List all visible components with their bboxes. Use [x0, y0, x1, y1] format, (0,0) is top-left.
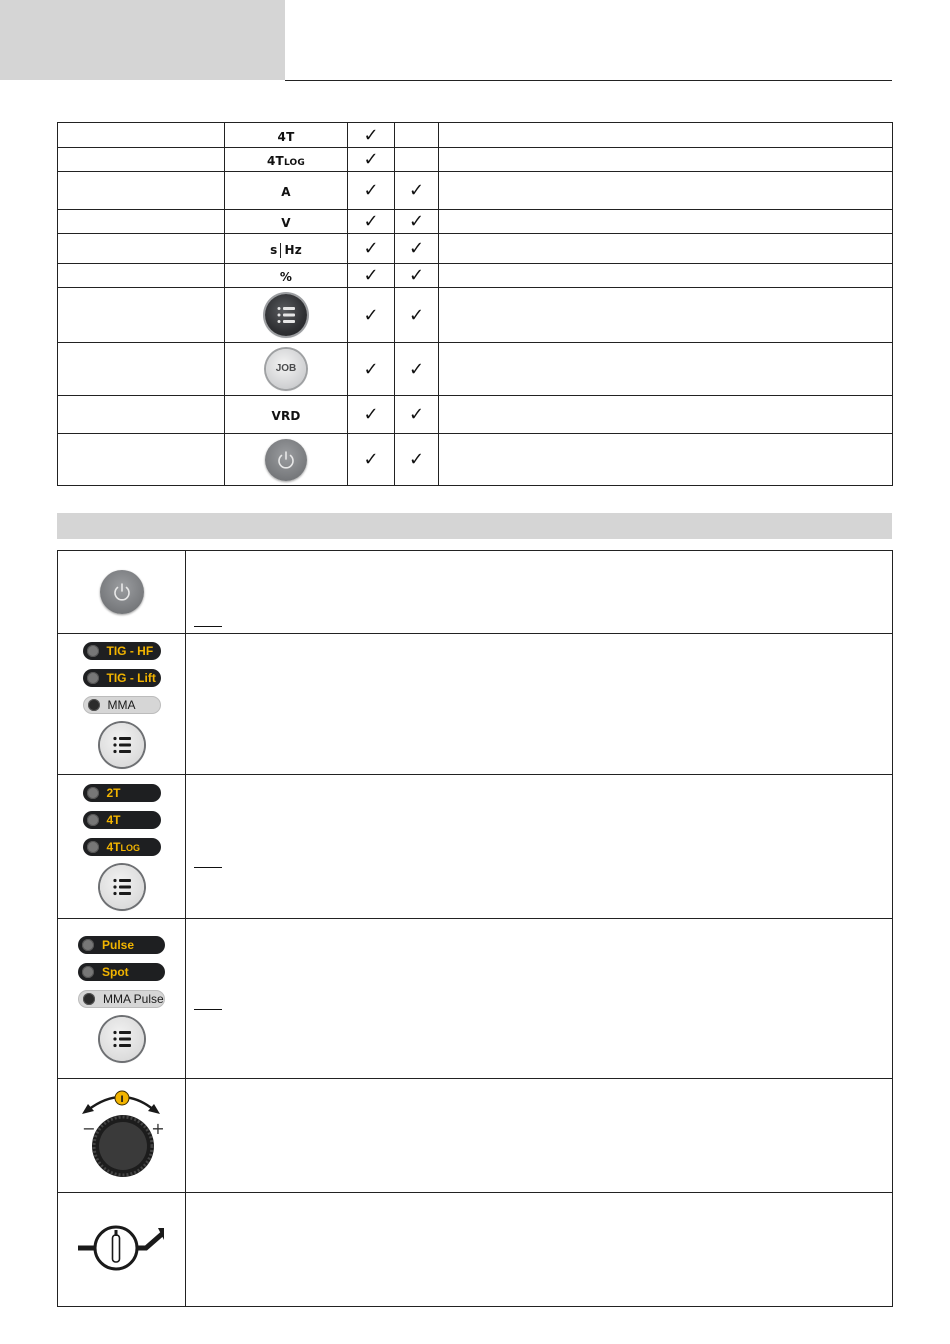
table-cell [395, 288, 439, 343]
pill-label: 4T [106, 813, 121, 827]
check-mark: ✓ [408, 358, 425, 380]
check-mark: ✓ [363, 180, 379, 201]
table-cell [58, 172, 225, 210]
table-cell [395, 264, 439, 288]
table-cell [225, 343, 348, 396]
table-cell [348, 172, 395, 210]
indicator-led [88, 699, 100, 711]
check-mark: ✓ [408, 211, 425, 232]
table-cell [58, 234, 225, 264]
menu-list-icon [100, 723, 144, 767]
symbol-seconds: s [270, 243, 278, 257]
table-row [58, 396, 893, 434]
table-cell [225, 210, 348, 234]
table-row [58, 123, 893, 148]
table-cell [439, 210, 893, 234]
table-cell [348, 288, 395, 343]
power-icon [100, 570, 144, 614]
symbol-label: VRD [271, 409, 301, 423]
description-cell [186, 775, 893, 919]
trigger-menu-button[interactable] [100, 865, 144, 909]
pill-tig-lift [83, 669, 161, 687]
symbol-hertz: Hz [284, 243, 302, 257]
table-cell [395, 396, 439, 434]
indicator-led [83, 993, 95, 1005]
table-cell [439, 264, 893, 288]
pulse-menu-button[interactable] [100, 1017, 144, 1061]
icon-cell [58, 551, 186, 634]
knob-minus: − [81, 1118, 96, 1138]
job-button[interactable]: JOB [266, 349, 306, 389]
symbol-label: A [281, 185, 291, 199]
icon-cell [58, 634, 186, 775]
header-rule [285, 80, 892, 81]
table-row [58, 234, 893, 264]
table-cell [58, 148, 225, 172]
gas-cylinder-icon [74, 1218, 170, 1278]
table-cell [58, 264, 225, 288]
table-cell [348, 434, 395, 486]
pill-label-sub: LOG [120, 843, 141, 853]
table-cell [439, 288, 893, 343]
indicator-led [87, 645, 99, 657]
symbol-sub: LOG [283, 158, 305, 168]
table-cell [58, 123, 225, 148]
table-row [58, 148, 893, 172]
table-cell [348, 123, 395, 148]
check-mark: ✓ [363, 265, 379, 286]
menu-button[interactable] [265, 294, 307, 336]
table-cell [348, 210, 395, 234]
table-cell [439, 123, 893, 148]
pill-label: Spot [102, 965, 129, 979]
knob-plus: + [150, 1118, 165, 1138]
pill-label: MMA Pulse [103, 992, 164, 1006]
icon-cell [58, 919, 186, 1079]
power-button[interactable] [100, 570, 144, 614]
check-mark: ✓ [363, 211, 379, 232]
table-row [58, 264, 893, 288]
symbol-label: 4T [277, 129, 295, 144]
table-cell [439, 434, 893, 486]
table-cell [225, 234, 348, 264]
pill-label: 2T [106, 786, 121, 800]
table-cell [58, 396, 225, 434]
menu-list-icon [100, 865, 144, 909]
table-cell [395, 343, 439, 396]
indicator-led [82, 966, 94, 978]
table-cell [348, 396, 395, 434]
table-row [58, 1079, 893, 1193]
symbol-label: % [279, 270, 293, 284]
pill-pulse [78, 936, 165, 954]
description-cell [186, 551, 893, 634]
symbol-label [270, 243, 302, 257]
table-cell [58, 288, 225, 343]
table-cell [395, 434, 439, 486]
check-mark: ✓ [363, 124, 379, 146]
section-heading-bar [57, 513, 892, 539]
feature-table [57, 122, 893, 486]
check-mark: ✓ [408, 304, 425, 326]
indicator-led [87, 787, 99, 799]
table-row [58, 919, 893, 1079]
table-row [58, 551, 893, 634]
table-cell [225, 172, 348, 210]
indicator-led [82, 939, 94, 951]
table-row [58, 1193, 893, 1307]
table-cell [395, 123, 439, 148]
table-cell [225, 148, 348, 172]
pill-2t [83, 784, 161, 802]
pill-label: Pulse [102, 938, 135, 952]
table-cell [225, 123, 348, 148]
pill-4t-log [83, 838, 161, 856]
header-gray-block [0, 0, 285, 80]
description-cell [186, 634, 893, 775]
check-mark: ✓ [363, 149, 379, 170]
check-mark: ✓ [408, 449, 425, 470]
pill-spot [78, 963, 165, 981]
pill-label: TIG - HF [106, 643, 154, 658]
indicator-led [87, 672, 99, 684]
power-icon [265, 439, 307, 481]
table-cell [348, 234, 395, 264]
table-cell [395, 234, 439, 264]
icon-cell [58, 1079, 186, 1193]
pill-label [107, 838, 141, 857]
pill-4t [83, 811, 161, 829]
menu-list-icon [265, 294, 307, 336]
description-cell [186, 1193, 893, 1307]
icon-cell [58, 775, 186, 919]
check-mark: ✓ [363, 404, 379, 425]
table-cell [395, 172, 439, 210]
power-button[interactable] [265, 439, 307, 481]
pill-mma [83, 696, 161, 714]
pill-tig-hf [83, 642, 161, 660]
table-cell [439, 234, 893, 264]
table-row [58, 634, 893, 775]
table-cell [58, 343, 225, 396]
table-cell [395, 210, 439, 234]
table-cell [348, 148, 395, 172]
check-mark: ✓ [408, 238, 425, 259]
table-cell [439, 172, 893, 210]
check-mark: ✓ [408, 265, 425, 286]
table-cell [439, 343, 893, 396]
table-cell [225, 396, 348, 434]
table-row [58, 343, 893, 396]
check-mark: ✓ [363, 358, 379, 380]
table-cell [395, 148, 439, 172]
process-menu-button[interactable] [100, 723, 144, 767]
symbol-label [267, 154, 305, 168]
table-row [58, 288, 893, 343]
check-mark: ✓ [363, 449, 379, 470]
controls-table [57, 550, 893, 1307]
check-mark: ✓ [408, 404, 425, 425]
pill-label-main: 4T [106, 840, 121, 854]
description-cell [186, 1079, 893, 1193]
table-row [58, 210, 893, 234]
symbol-main: 4T [267, 154, 284, 168]
pill-label: TIG - Lift [106, 670, 156, 685]
table-cell [225, 264, 348, 288]
table-cell [439, 148, 893, 172]
table-cell [58, 210, 225, 234]
table-cell [225, 434, 348, 486]
table-cell [439, 396, 893, 434]
table-row [58, 434, 893, 486]
check-mark: ✓ [363, 238, 379, 259]
note-rule [194, 626, 222, 627]
pill-mma-pulse [78, 990, 165, 1008]
symbol-separator [280, 243, 281, 258]
pill-label: MMA [107, 697, 136, 712]
table-row [58, 775, 893, 919]
menu-list-icon [100, 1017, 144, 1061]
indicator-led [87, 841, 99, 853]
indicator-led [87, 814, 99, 826]
icon-cell [58, 1193, 186, 1307]
check-mark: ✓ [408, 180, 425, 201]
symbol-label: V [281, 216, 291, 230]
knob-badge: I [119, 1094, 124, 1105]
note-rule [194, 1009, 222, 1010]
note-rule [194, 867, 222, 868]
table-cell [348, 264, 395, 288]
description-cell [186, 919, 893, 1079]
table-row [58, 172, 893, 210]
table-cell [348, 343, 395, 396]
table-cell [58, 434, 225, 486]
adjustment-knob-icon[interactable] [74, 1084, 170, 1184]
check-mark: ✓ [363, 304, 379, 326]
table-cell [225, 288, 348, 343]
